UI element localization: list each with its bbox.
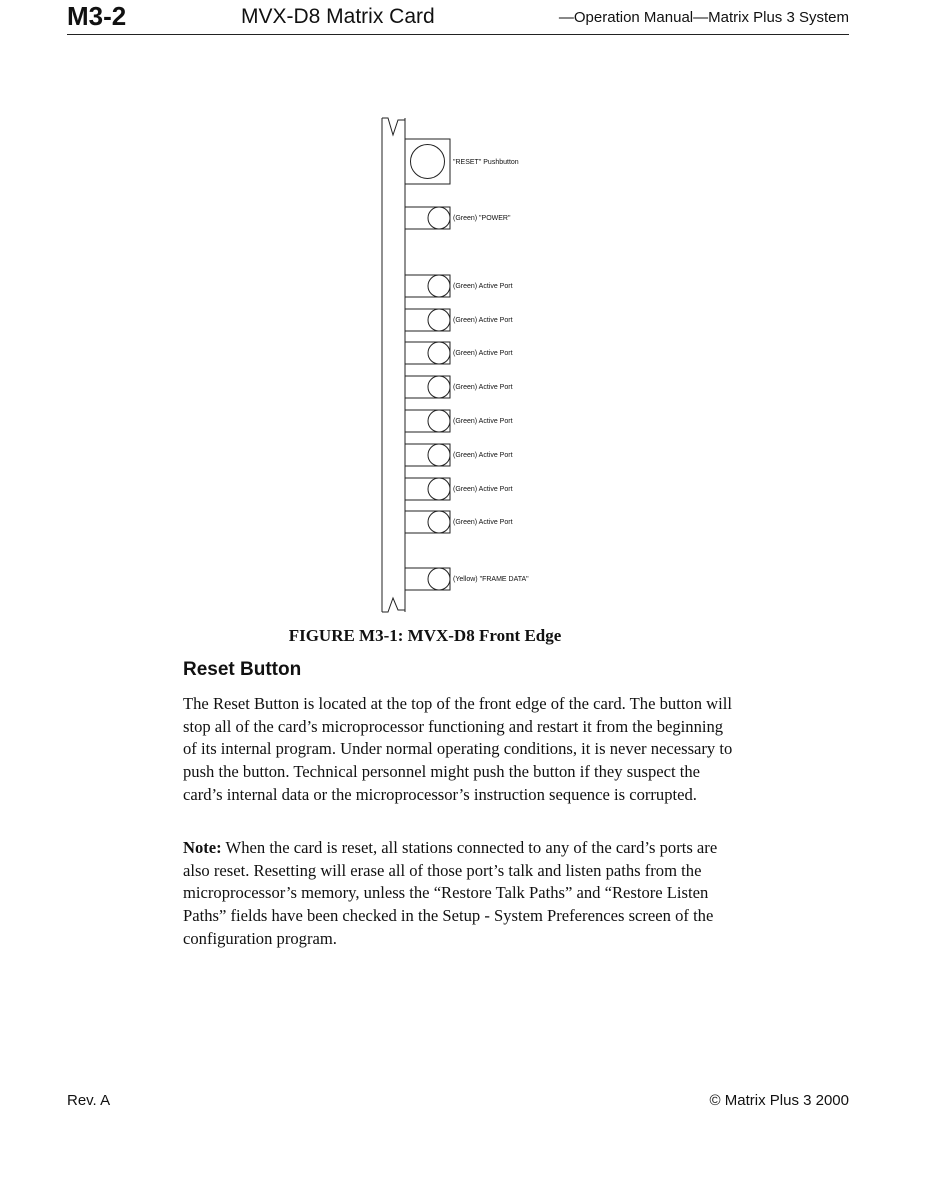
active-port-led bbox=[405, 342, 450, 364]
label-port: (Green) Active Port bbox=[453, 452, 513, 459]
active-port-led bbox=[405, 376, 450, 398]
section-heading: Reset Button bbox=[183, 659, 302, 680]
power-led bbox=[405, 207, 450, 229]
active-port-led bbox=[405, 478, 450, 500]
frame-data-led bbox=[405, 568, 450, 590]
label-port: (Green) Active Port bbox=[453, 317, 513, 324]
label-port: (Green) Active Port bbox=[453, 486, 513, 493]
label-power: (Green) "POWER" bbox=[453, 215, 511, 222]
note-text: When the card is reset, all stations connected to any of the card’s ports are also reset. Resetting will erase all of those port’s talk and listen paths from the microprocessor’s memory, unless the “Restore Talk Paths” and “Restore Listen Paths” fields have been checked in the Setup - System Preferences screen of the configuration program. bbox=[183, 838, 718, 948]
section-number: M3-2 bbox=[67, 1, 127, 31]
reset-pushbutton bbox=[405, 139, 450, 184]
manual-title: —Operation Manual—Matrix Plus 3 System bbox=[558, 9, 849, 26]
label-port: (Green) Active Port bbox=[453, 384, 513, 391]
card-edge bbox=[382, 118, 405, 612]
note-paragraph bbox=[183, 837, 735, 951]
label-port: (Green) Active Port bbox=[453, 283, 513, 290]
label-frame-data: (Yellow) "FRAME DATA" bbox=[453, 576, 529, 583]
active-port-led bbox=[405, 309, 450, 331]
footer-copyright: © Matrix Plus 3 2000 bbox=[709, 1092, 849, 1109]
body-paragraph: The Reset Button is located at the top of the front edge of the card. The button will stop all of the card’s microprocessor functioning and restart it from the beginning of its internal program. Under normal operating conditions, it is never necessary to push the button. Technical personnel might push the button if they suspect the card’s internal data or the microprocessor’s instruction sequence is corrupted. bbox=[183, 694, 733, 804]
figure-caption: FIGURE M3-1: MVX-D8 Front Edge bbox=[288, 626, 562, 645]
footer-revision: Rev. A bbox=[67, 1092, 111, 1109]
active-port-led bbox=[405, 275, 450, 297]
active-port-led bbox=[405, 444, 450, 466]
note-label: Note: bbox=[183, 838, 222, 857]
header-title: MVX-D8 Matrix Card bbox=[241, 5, 435, 28]
label-port: (Green) Active Port bbox=[453, 350, 513, 357]
label-port: (Green) Active Port bbox=[453, 418, 513, 425]
label-reset: "RESET" Pushbutton bbox=[453, 159, 519, 166]
active-port-led bbox=[405, 410, 450, 432]
active-port-led bbox=[405, 511, 450, 533]
label-port: (Green) Active Port bbox=[453, 519, 513, 526]
